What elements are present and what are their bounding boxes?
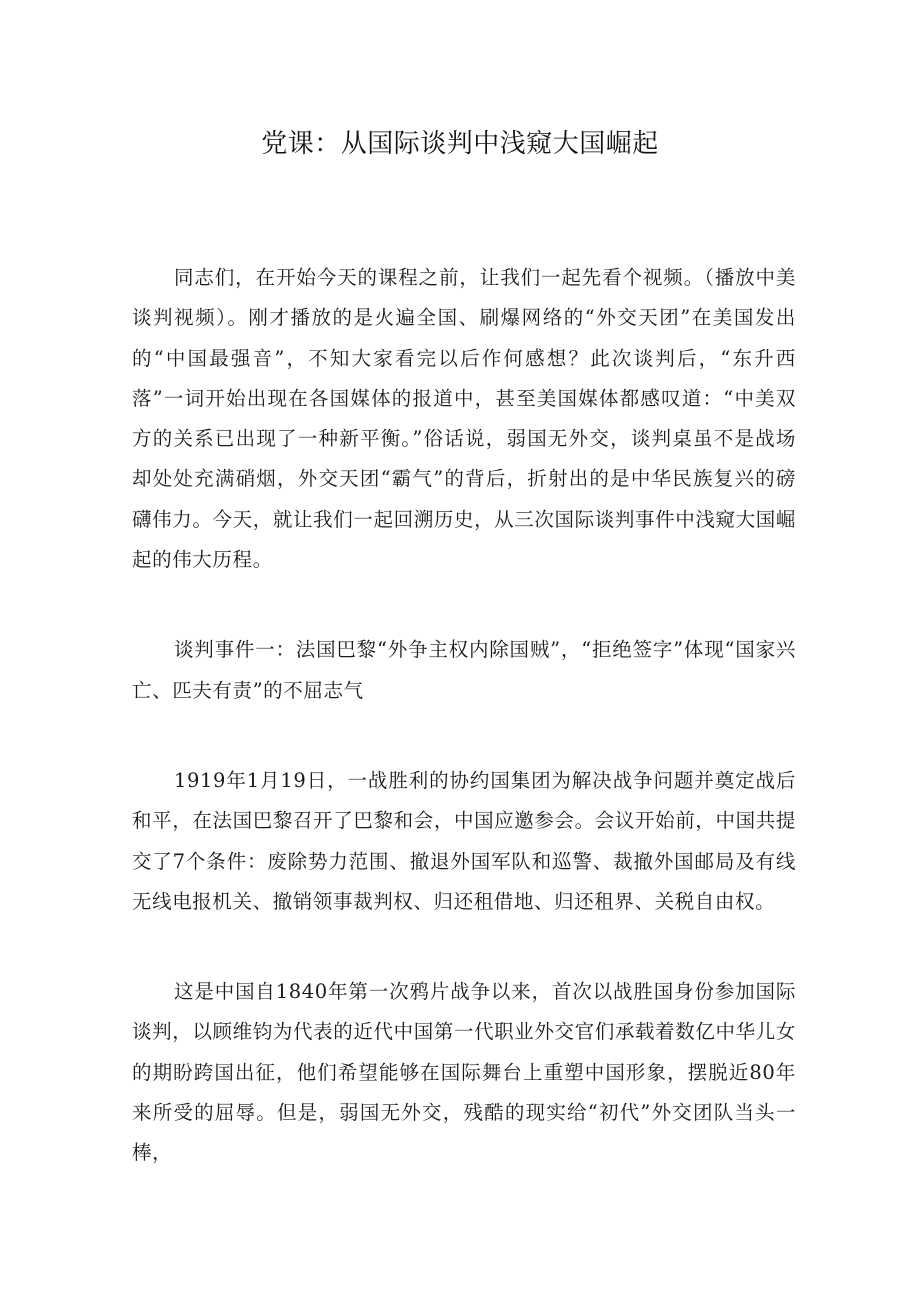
page-title: 党课：从国际谈判中浅窥大国崛起 bbox=[261, 129, 659, 159]
paragraph-first-participation: 这是中国自1840年第一次鸦片战争以来，首次以战胜国身份参加国际谈判，以顾维钧为代表的近代中国第一代职业外交官们承载着数亿中华儿女的期盼跨国出征，他们希望能够在国际舞台上重塑中国形象，摆脱近80年来所受的屈辱。但是，弱国无外交，残酷的现实给“初代”外交团队当头一棒， bbox=[132, 980, 796, 1165]
paragraph-intro: 同志们，在开始今天的课程之前，让我们一起先看个视频。（播放中美谈判视频）。刚才播放的是火遍全国、刷爆网络的“外交天团”在美国发出的“中国最强音”，不知大家看完以后作何感想？此次谈判后，“东升西落”一词开始出现在各国媒体的报道中，甚至美国媒体都感叹道：“中美双方的关系已出现了一种新平衡。”俗话说，弱国无外交，谈判桌虽不是战场却处处充满硝烟，外交天团“霸气”的背后，折射出的是中华民族复兴的磅礴伟力。今天，就让我们一起回溯历史，从三次国际谈判事件中浅窥大国崛起的伟大历程。 bbox=[132, 266, 796, 572]
paragraph-paris-conference: 1919年1月19日，一战胜利的协约国集团为解决战争问题并奠定战后和平，在法国巴黎召开了巴黎和会，中国应邀参会。会议开始前，中国共提交了7个条件：废除势力范围、撤退外国军队和巡警、裁撤外国邮局及有线无线电报机关、撤销领事裁判权、归还租借地、归还租界、关税自由权。 bbox=[132, 768, 796, 913]
paragraph-heading-event-one: 谈判事件一：法国巴黎“外争主权内除国贼”，“拒绝签字”体现“国家兴亡、匹夫有责”的不屈志气 bbox=[132, 638, 796, 702]
document-body bbox=[132, 258, 796, 1224]
